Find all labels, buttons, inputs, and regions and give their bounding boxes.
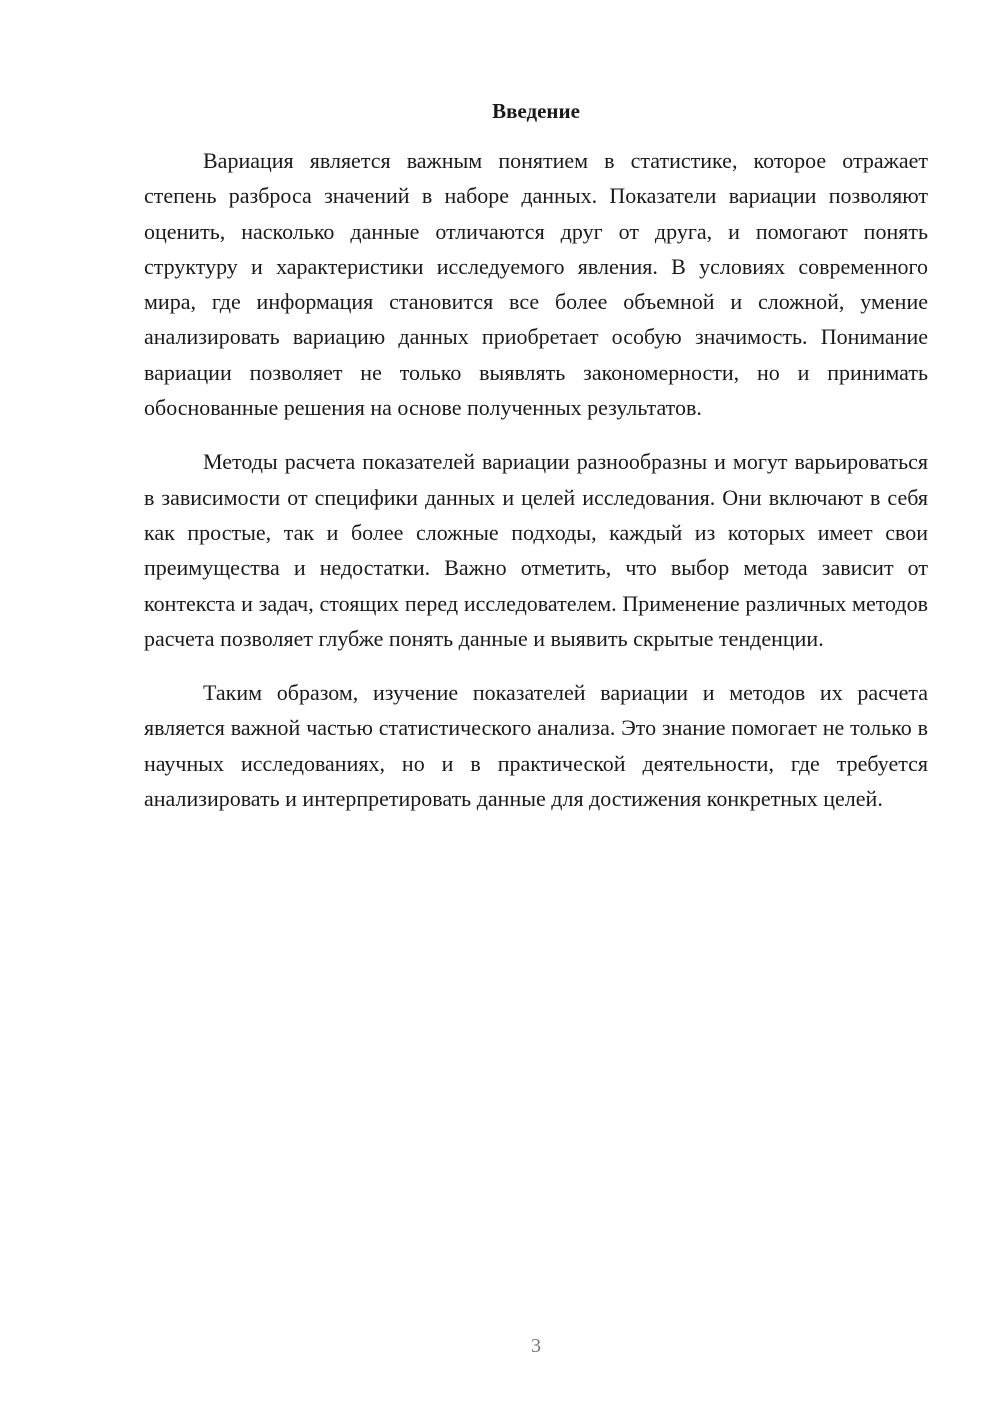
page-number: 3 [531, 1335, 541, 1357]
paragraph-1: Вариация является важным понятием в статистике, которое отражает степень разброса значений в наборе данных. Показатели вариации позволяют оценить, насколько данные отличаются друг от друга, и помогают понять структуру и характеристики исследуемого явления. В условиях современного мира, где информация становится все более объемной и сложной, умение анализировать вариацию данных приобретает особую значимость. Понимание вариации позволяет не только выявлять закономерности, но и принимать обоснованные решения на основе полученных результатов. [144, 148, 928, 421]
paragraph-2: Методы расчета показателей вариации разнообразны и могут варьироваться в зависимости от специфики данных и целей исследования. Они включают в себя как простые, так и более сложные подходы, каждый из которых имеет свои преимущества и недостатки. Важно отметить, что выбор метода зависит от контекста и задач, стоящих перед исследователем. Применение различных методов расчета позволяет глубже понять данные и выявить скрытые тенденции. [144, 449, 928, 651]
section-heading: Введение [492, 99, 580, 123]
body-text [144, 143, 928, 835]
paragraph-3: Таким образом, изучение показателей вариации и методов их расчета является важной частью статистического анализа. Это знание помогает не только в научных исследованиях, но и в практической деятельности, где требуется анализировать и интерпретировать данные для достижения конкретных целей. [144, 680, 928, 812]
